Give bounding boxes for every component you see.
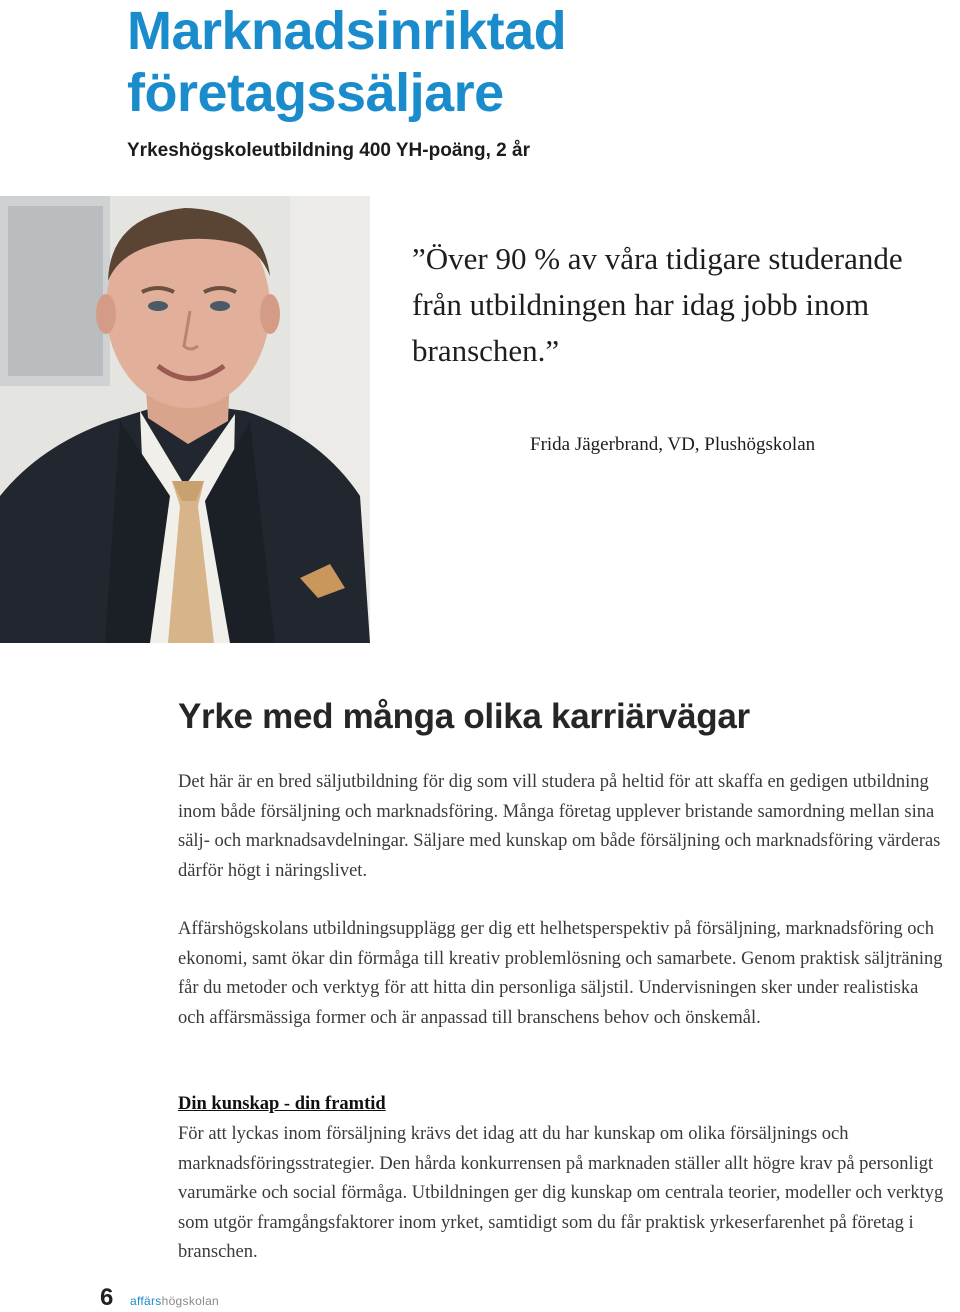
footer-brand — [130, 1294, 219, 1308]
quote-attribution: Frida Jägerbrand, VD, Plushögskolan — [530, 434, 816, 455]
sub-heading: Din kunskap - din framtid — [178, 1094, 386, 1114]
testimonial-quote: ”Över 90 % av våra tidigare studerande från utbildningen har idag jobb inom branschen.” — [412, 241, 903, 368]
program-subtitle: Yrkeshögskoleutbildning 400 YH-poäng, 2 år — [127, 140, 530, 161]
brand-part-1: affärs — [130, 1294, 162, 1308]
body-paragraph-2: Affärshögskolans utbildningsupplägg ger dig ett helhetsperspektiv på försäljning, marknadsföring och ekonomi, samt ökar din förmåga till kreativ problemlösning och samarbete. Genom praktisk säljträning får du metoder och verktyg för att hitta din personliga säljstil. Undervisningen sker under realistiska och affärsmässiga former och är anpassad till branschens behov och önskemål. — [178, 919, 943, 1028]
brand-part-2: högskolan — [161, 1294, 220, 1308]
body-paragraph-1: Det här är en bred säljutbildning för dig som vill studera på heltid för att skaffa en gedigen utbildning inom både försäljning och marknadsföring. Många företag upplever bristande samordning mellan sina sälj- och marknadsavdelningar. Säljare med kunskap om både försäljning och marknadsföring värderas därför högt i näringslivet. — [178, 772, 941, 881]
section-heading: Yrke med många olika karriärvägar — [178, 697, 750, 736]
portrait-photo — [0, 196, 370, 643]
page-title: Marknadsinriktad företagssäljare — [127, 1, 567, 123]
page-number: 6 — [100, 1284, 114, 1311]
body-paragraph-3: För att lyckas inom försäljning krävs det idag att du har kunskap om olika försäljnings och marknadsföringsstrategier. Den hårda konkurrensen på marknaden ställer allt högre krav på personligt varumärke och social förmåga. Utbildningen ger dig kunskap om centrala teorier, modeller och verktyg som utgör framgångsfaktorer inom yrket, samtidigt som du får praktisk yrkeserfarenhet på företag i branschen. — [178, 1124, 944, 1262]
